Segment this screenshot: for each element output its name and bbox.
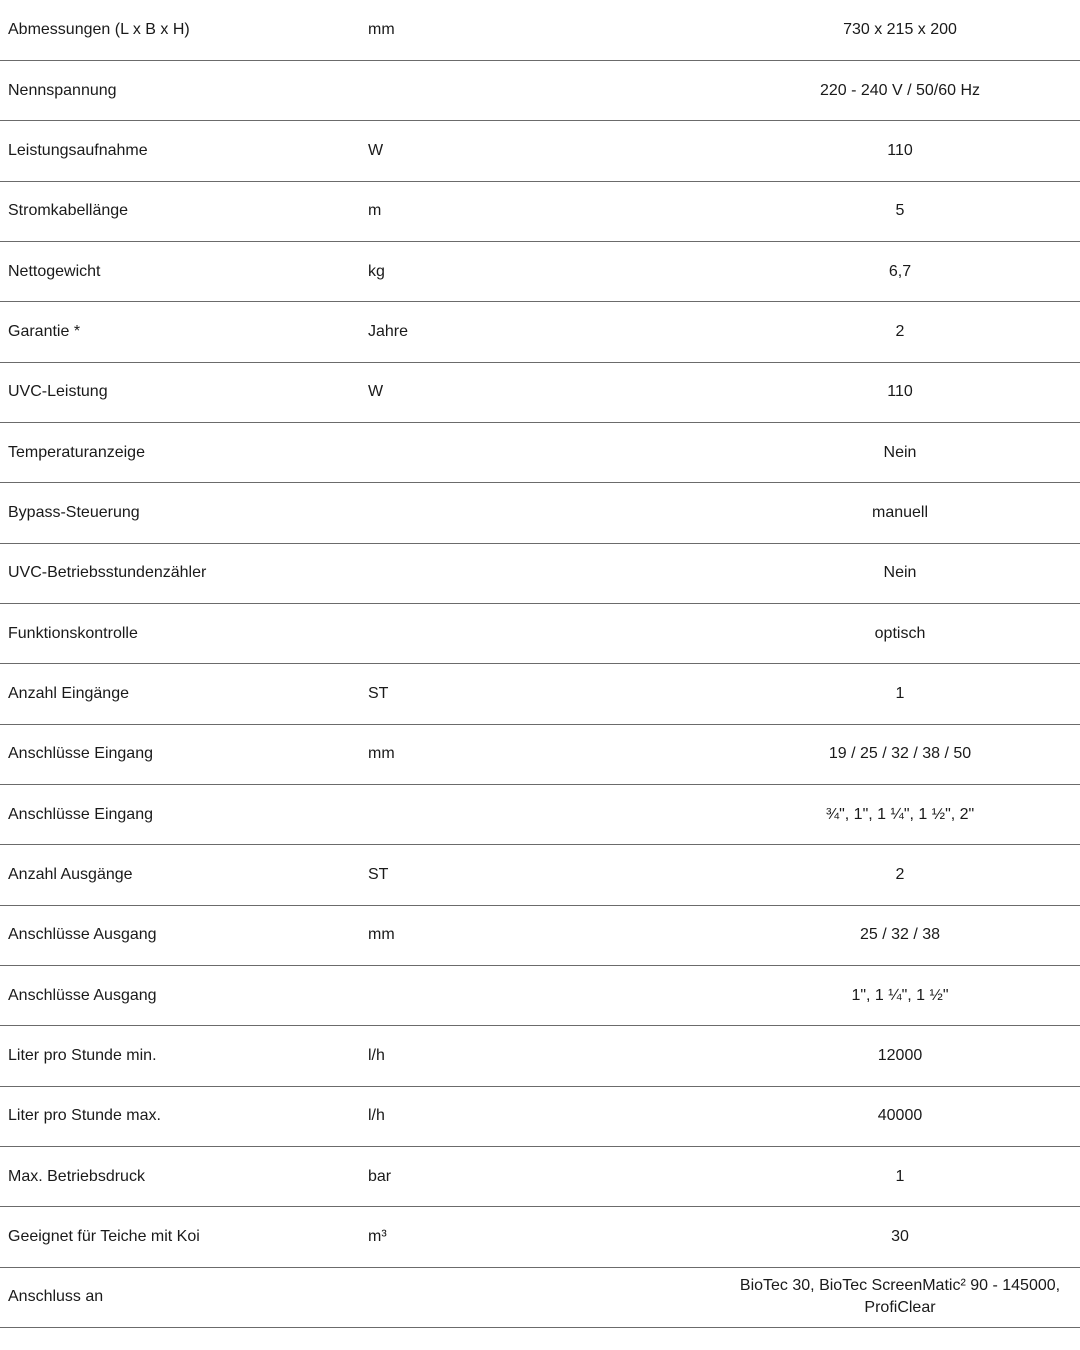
spec-value: 110 [720, 121, 1080, 181]
spec-label: UVC-Betriebsstundenzähler [0, 543, 360, 603]
spec-label: Temperaturanzeige [0, 422, 360, 482]
spec-value: 25 / 32 / 38 [720, 905, 1080, 965]
spec-value: 5 [720, 181, 1080, 241]
spec-label: Funktionskontrolle [0, 603, 360, 663]
spec-label: Garantie * [0, 302, 360, 362]
spec-unit: W [360, 121, 720, 181]
table-row [0, 905, 1080, 965]
spec-label: Anschluss an [0, 1267, 360, 1327]
spec-label: Nettogewicht [0, 241, 360, 301]
spec-unit: m³ [360, 1207, 720, 1267]
spec-unit [360, 483, 720, 543]
spec-label: Anschlüsse Eingang [0, 724, 360, 784]
table-row [0, 1207, 1080, 1267]
spec-label: Anschlüsse Ausgang [0, 966, 360, 1026]
table-row [0, 483, 1080, 543]
spec-unit: bar [360, 1147, 720, 1207]
spec-unit [360, 966, 720, 1026]
table-row [0, 724, 1080, 784]
table-row [0, 1026, 1080, 1086]
spec-unit: mm [360, 724, 720, 784]
table-row [0, 241, 1080, 301]
table-row [0, 664, 1080, 724]
spec-value: 40000 [720, 1086, 1080, 1146]
spec-label: Leistungsaufnahme [0, 121, 360, 181]
table-row [0, 845, 1080, 905]
table-row [0, 966, 1080, 1026]
spec-value: 1", 1 ¼", 1 ½" [720, 966, 1080, 1026]
spec-unit: l/h [360, 1026, 720, 1086]
table-row [0, 1267, 1080, 1327]
spec-label: Anzahl Eingänge [0, 664, 360, 724]
spec-label: Liter pro Stunde max. [0, 1086, 360, 1146]
spec-unit: Jahre [360, 302, 720, 362]
spec-label: Anschlüsse Ausgang [0, 905, 360, 965]
spec-unit: l/h [360, 1086, 720, 1146]
table-row [0, 121, 1080, 181]
spec-value: Nein [720, 543, 1080, 603]
table-row [0, 422, 1080, 482]
spec-unit [360, 543, 720, 603]
spec-value: 2 [720, 302, 1080, 362]
spec-label: Anzahl Ausgänge [0, 845, 360, 905]
spec-value: 12000 [720, 1026, 1080, 1086]
spec-label: UVC-Leistung [0, 362, 360, 422]
spec-unit [360, 422, 720, 482]
spec-value: 110 [720, 362, 1080, 422]
spec-label: Anschlüsse Eingang [0, 784, 360, 844]
spec-unit: kg [360, 241, 720, 301]
table-row [0, 181, 1080, 241]
spec-value: 1 [720, 1147, 1080, 1207]
table-row [0, 784, 1080, 844]
spec-unit: mm [360, 905, 720, 965]
spec-value: Nein [720, 422, 1080, 482]
spec-label: Geeignet für Teiche mit Koi [0, 1207, 360, 1267]
spec-value: BioTec 30, BioTec ScreenMatic² 90 - 145000, ProfiClear [720, 1267, 1080, 1327]
table-row [0, 603, 1080, 663]
spec-unit: m [360, 181, 720, 241]
spec-unit [360, 60, 720, 120]
spec-label: Max. Betriebsdruck [0, 1147, 360, 1207]
spec-unit [360, 1267, 720, 1327]
spec-value: manuell [720, 483, 1080, 543]
spec-value: 2 [720, 845, 1080, 905]
table-row [0, 1086, 1080, 1146]
spec-value: 30 [720, 1207, 1080, 1267]
spec-unit: W [360, 362, 720, 422]
spec-unit [360, 603, 720, 663]
table-row [0, 60, 1080, 120]
spec-value: 220 - 240 V / 50/60 Hz [720, 60, 1080, 120]
spec-value: optisch [720, 603, 1080, 663]
spec-label: Bypass-Steuerung [0, 483, 360, 543]
table-row [0, 0, 1080, 60]
spec-label: Liter pro Stunde min. [0, 1026, 360, 1086]
spec-unit: ST [360, 845, 720, 905]
spec-label: Stromkabellänge [0, 181, 360, 241]
table-row [0, 1147, 1080, 1207]
spec-label: Nennspannung [0, 60, 360, 120]
spec-label: Abmessungen (L x B x H) [0, 0, 360, 60]
spec-value: 730 x 215 x 200 [720, 0, 1080, 60]
spec-unit [360, 784, 720, 844]
spec-value: 19 / 25 / 32 / 38 / 50 [720, 724, 1080, 784]
table-row [0, 543, 1080, 603]
spec-value: 1 [720, 664, 1080, 724]
table-row [0, 302, 1080, 362]
spec-value: ¾", 1", 1 ¼", 1 ½", 2" [720, 784, 1080, 844]
spec-value: 6,7 [720, 241, 1080, 301]
spec-unit: mm [360, 0, 720, 60]
table-row [0, 362, 1080, 422]
spec-unit: ST [360, 664, 720, 724]
